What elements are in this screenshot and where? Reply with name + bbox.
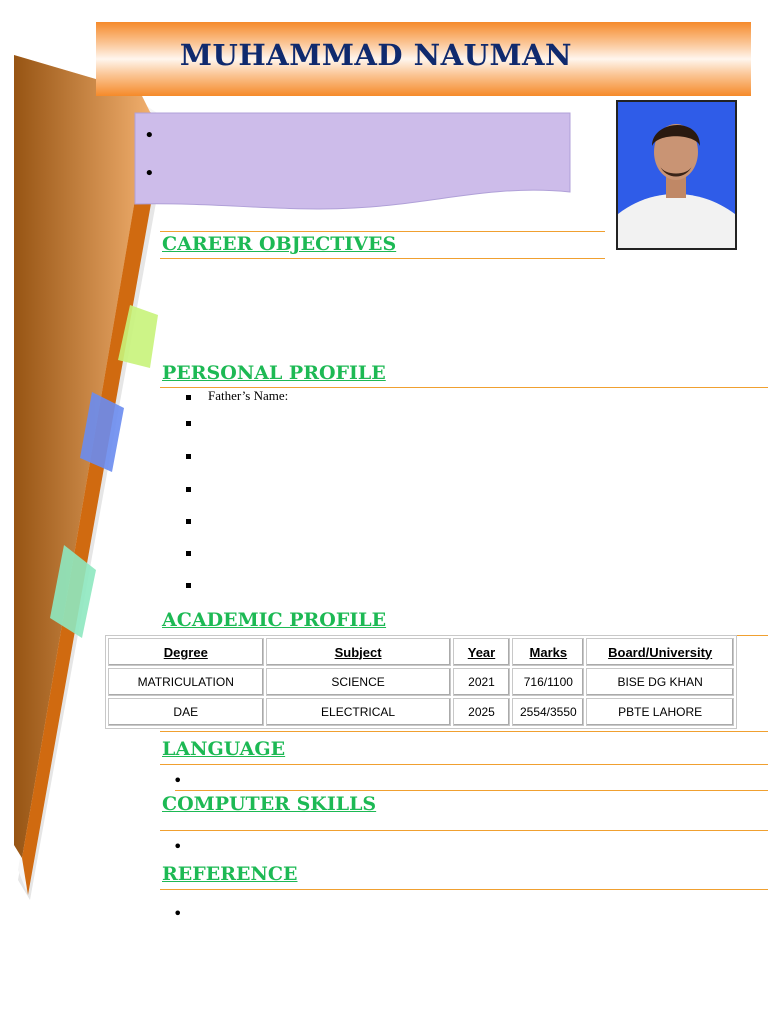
table-header-row bbox=[108, 638, 734, 666]
bullet-dot: • bbox=[173, 837, 183, 856]
col-header: Year bbox=[453, 638, 511, 666]
contact-bullet: • bbox=[144, 125, 155, 146]
rule bbox=[160, 889, 768, 890]
table-cell: 2554/3550 bbox=[512, 698, 584, 726]
square-bullet-icon bbox=[186, 454, 191, 459]
personal-profile-label: Father’s Name: bbox=[208, 388, 289, 403]
table-cell: 716/1100 bbox=[512, 668, 584, 696]
rule bbox=[160, 231, 605, 232]
rule bbox=[160, 830, 768, 831]
contact-box bbox=[134, 112, 572, 212]
table-cell: BISE DG KHAN bbox=[586, 668, 734, 696]
section-career-objectives: CAREER OBJECTIVES bbox=[162, 233, 397, 255]
academic-table bbox=[105, 635, 737, 729]
bullet-dot: • bbox=[173, 771, 183, 790]
table-cell: ELECTRICAL bbox=[266, 698, 451, 726]
square-bullet-icon bbox=[186, 487, 191, 492]
candidate-name: MUHAMMAD NAUMAN bbox=[179, 38, 573, 72]
section-personal-profile: PERSONAL PROFILE bbox=[162, 362, 386, 384]
square-bullet-icon bbox=[186, 519, 191, 524]
table-cell: DAE bbox=[108, 698, 264, 726]
square-bullet-icon bbox=[186, 551, 191, 556]
contact-bullet: • bbox=[144, 163, 155, 184]
col-header: Degree bbox=[108, 638, 264, 666]
rule bbox=[160, 764, 768, 765]
table-cell: MATRICULATION bbox=[108, 668, 264, 696]
col-header: Board/University bbox=[586, 638, 734, 666]
col-header: Subject bbox=[266, 638, 451, 666]
bullet-dot: • bbox=[173, 904, 183, 923]
section-academic-profile: ACADEMIC PROFILE bbox=[162, 609, 387, 631]
square-bullet-icon bbox=[186, 583, 191, 588]
table-cell: 2025 bbox=[453, 698, 511, 726]
col-header: Marks bbox=[512, 638, 584, 666]
section-reference: REFERENCE bbox=[162, 863, 298, 885]
square-bullet-icon bbox=[186, 395, 191, 400]
square-bullet-icon bbox=[186, 421, 191, 426]
rule bbox=[175, 790, 768, 791]
section-computer-skills: COMPUTER SKILLS bbox=[162, 793, 377, 815]
profile-photo bbox=[616, 100, 737, 250]
table-row bbox=[108, 668, 734, 696]
section-language: LANGUAGE bbox=[162, 738, 286, 760]
table-cell: PBTE LAHORE bbox=[586, 698, 734, 726]
rule bbox=[160, 258, 605, 259]
rule bbox=[160, 731, 768, 732]
table-cell: 2021 bbox=[453, 668, 511, 696]
table-row bbox=[108, 698, 734, 726]
table-cell: SCIENCE bbox=[266, 668, 451, 696]
